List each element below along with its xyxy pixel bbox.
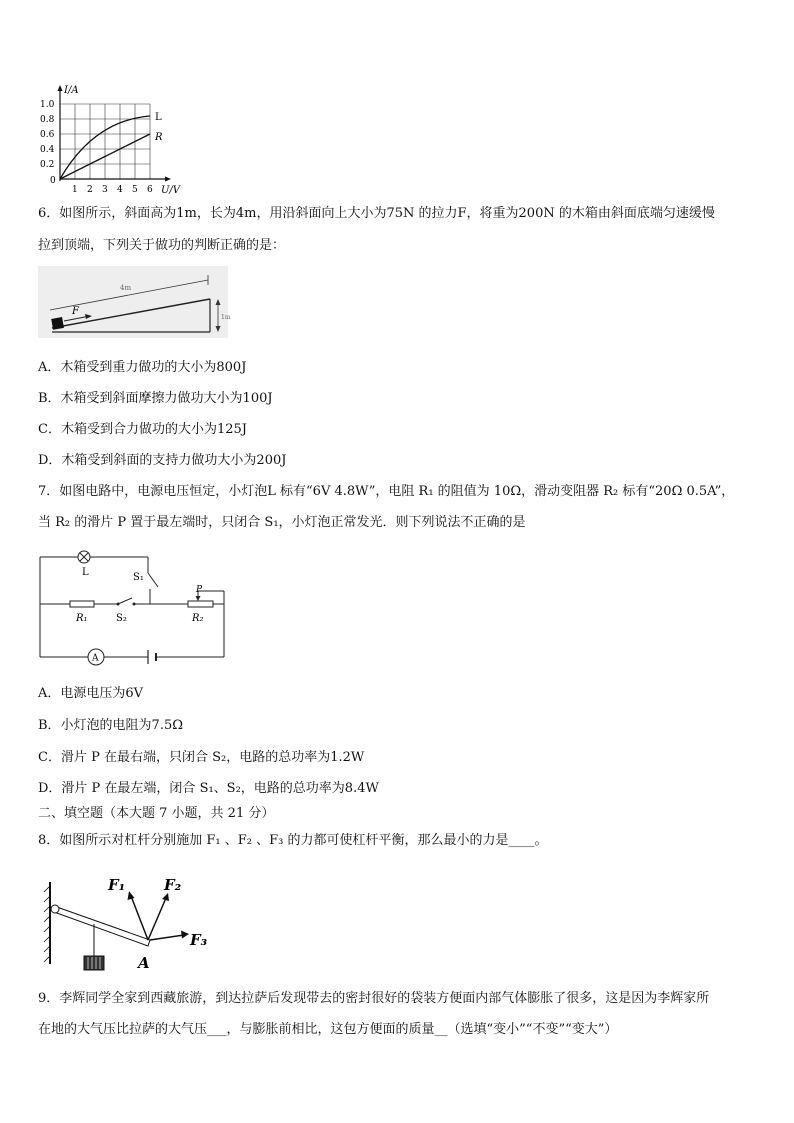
q9-text-line1: 9．李辉同学全家到西藏旅游，到达拉萨后发现带去的密封很好的袋装方便面内部气体膨胀了很多，这是因为李辉家所 [38, 991, 710, 1006]
weight [84, 956, 104, 970]
x-tick-1: 1 [72, 185, 78, 195]
q6-text-line1: 6．如图所示，斜面高为1m，长为4m，用沿斜面向上大小为75N 的拉力F，将重为200N 的木箱由斜面底端匀速缓慢 [38, 206, 715, 221]
incline-figure [38, 266, 231, 338]
s1-label: S₁ [133, 572, 144, 583]
x-tick-2: 2 [87, 185, 93, 195]
f1-arrow [131, 896, 148, 940]
q6-option-b: B．木箱受到斜面摩擦力做功大小为100J [38, 391, 273, 406]
lever-figure [38, 868, 218, 978]
curve-R-label: R [155, 132, 163, 143]
q6-option-a: A．木箱受到重力做功的大小为800J [38, 360, 247, 375]
slider-arrow [196, 596, 201, 601]
q7-option-c: C．滑片 P 在最右端，只闭合 S₂，电路的总功率为1.2W [38, 750, 365, 765]
y-tick-0.4: 0.4 [40, 145, 55, 155]
q6-option-c: C．木箱受到合力做功的大小为125J [38, 422, 247, 437]
y-tick-0.6: 0.6 [40, 130, 55, 140]
lamp-symbol [78, 551, 90, 563]
f3-label: F₃ [190, 931, 208, 949]
q9-text-line2: 在地的大气压比拉萨的大气压___，与膨胀前相比，这包方便面的质量__（选填“变小”“不变”“变大”） [38, 1022, 618, 1037]
origin-label: 0 [50, 176, 56, 186]
q7-option-a: A．电源电压为6V [38, 686, 144, 701]
f2-arrow [148, 898, 166, 940]
q7-option-b: B．小灯泡的电阻为7.5Ω [38, 718, 184, 733]
section-heading: 二、填空题（本大题 7 小题，共 21 分） [38, 806, 275, 821]
y-axis-label: I/A [64, 85, 79, 96]
q6-text-line2: 拉到顶端，下列关于做功的判断正确的是： [38, 238, 286, 253]
q8-text-line1: 8．如图所示对杠杆分别施加 F₁ 、F₂ 、F₃ 的力都可使杠杆平衡，那么最小的力是____。 [38, 833, 548, 848]
y-tick-0.8: 0.8 [40, 115, 55, 125]
r2-symbol [188, 601, 213, 607]
height-label: 1m [221, 314, 231, 321]
x-axis-label: U/V [161, 185, 181, 196]
f1-label: F₁ [108, 876, 126, 894]
f2-label: F₂ [164, 876, 182, 894]
ammeter-label: A [92, 653, 99, 664]
iu-chart [38, 84, 238, 204]
r2-label: R₂ [192, 613, 204, 624]
x-axis-arrow [165, 177, 171, 182]
r1-symbol [70, 601, 94, 607]
point-a-label: A [138, 954, 150, 972]
x-tick-6: 6 [147, 185, 153, 195]
length-label: 4m [120, 284, 132, 292]
s2-label: S₂ [116, 613, 127, 624]
slider-label: P [196, 585, 203, 595]
wooden-box [51, 317, 64, 330]
curve-L-label: L [155, 112, 162, 123]
r1-label: R₁ [76, 613, 88, 624]
q6-option-d: D．木箱受到斜面的支持力做功大小为200J [38, 453, 287, 468]
x-tick-5: 5 [132, 185, 138, 195]
lamp-label: L [82, 567, 89, 578]
circuit-diagram [38, 545, 238, 670]
q7-text-line2: 当 R₂ 的滑片 P 置于最左端时，只闭合 S₁，小灯泡正常发光．则下列说法不正确的是 [38, 515, 526, 530]
y-tick-0.2: 0.2 [40, 160, 55, 170]
q7-text-line1: 7．如图电路中，电源电压恒定，小灯泡L 标有“6V 4.8W”，电阻 R₁ 的阻值为 10Ω，滑动变阻器 R₂ 标有“20Ω 0.5A”， [38, 484, 735, 499]
lever-bar [54, 906, 150, 946]
x-tick-3: 3 [102, 185, 108, 195]
pivot [51, 905, 59, 913]
chart-grid [60, 104, 150, 179]
x-tick-4: 4 [117, 185, 123, 195]
y-tick-1.0: 1.0 [40, 100, 55, 110]
f3-arrow [150, 935, 184, 940]
y-axis-arrow [58, 85, 63, 91]
q7-option-d: D．滑片 P 在最左端，闭合 S₁、S₂，电路的总功率为8.4W [38, 781, 379, 796]
force-label: F [72, 306, 79, 317]
